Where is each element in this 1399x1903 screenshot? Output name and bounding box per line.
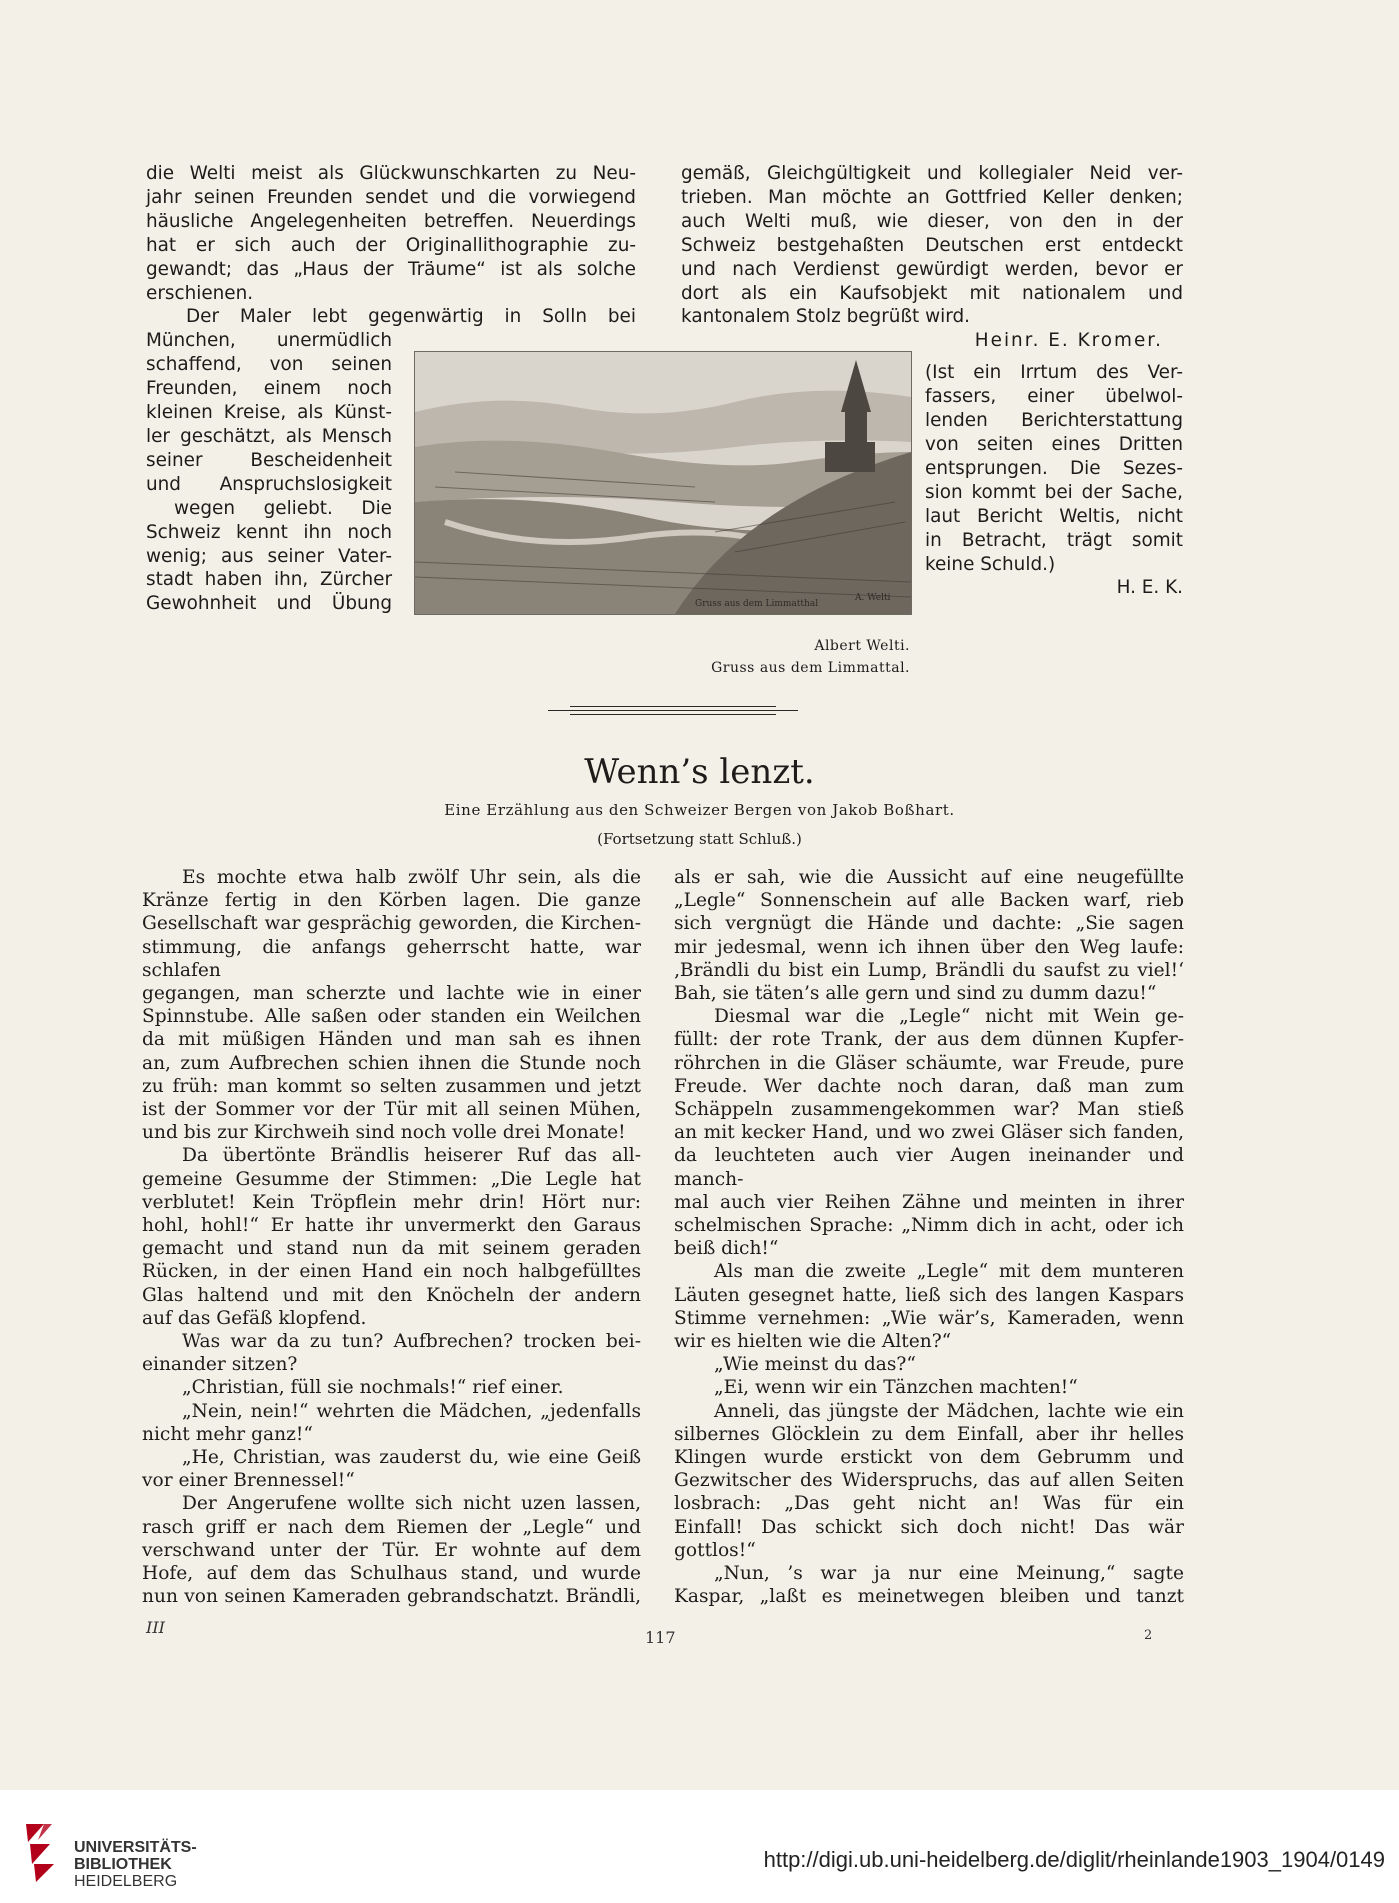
text-line: Schweiz bestgehaßten Deutschen erst entdeckt — [681, 234, 1183, 256]
story-line: Klingen wurde erstickt von dem Gebrumm und — [674, 1447, 1184, 1469]
text-line: und Anspruchslosigkeit — [146, 473, 392, 495]
text-line: schaffend, von seinen — [146, 354, 392, 376]
text-line: entsprungen. Die Sezes- — [925, 457, 1183, 479]
text-line: ler geschätzt, als Mensch — [146, 425, 392, 447]
lithograph-landscape — [415, 352, 911, 614]
story-line: schelmischen Sprache: „Nimm dich in acht, oder ich — [674, 1215, 1184, 1237]
story-title: Wenn’s lenzt. — [584, 752, 815, 792]
text-line: keine Schuld.) — [925, 553, 1056, 575]
story-line: zu früh: man kommt so selten zusammen und jetzt — [142, 1075, 641, 1097]
caption-title: Gruss aus dem Limmattal. — [711, 660, 910, 676]
story-line: Stimme vernehmen: „Wie wär’s, Kameraden, wenn — [674, 1307, 1184, 1329]
text-line: Gewohnheit und Übung — [146, 593, 392, 615]
story-left-column — [142, 866, 641, 1609]
divider-rule-2 — [548, 710, 798, 711]
note-signature: H. E. K. — [1116, 577, 1183, 599]
text-line: Freunden, einem noch — [146, 378, 392, 400]
story-line: an mit kecker Hand, und wo zwei Gläser sich fanden, — [674, 1122, 1184, 1144]
story-line: einander sitzen? — [142, 1354, 298, 1376]
text-line: auch Welti muß, wie dieser, von den in der — [681, 210, 1183, 232]
story-line: röhrchen in die Gläser schäumte, war Freude, pure — [674, 1052, 1184, 1074]
story-line: Freude. Wer dachte noch daran, daß man zum — [674, 1075, 1184, 1097]
landscape-illustration — [414, 351, 912, 615]
text-line: in Betracht, trägt somit — [925, 529, 1183, 551]
text-line: gemäß, Gleichgültigkeit und kollegialer Neid ver- — [681, 163, 1183, 184]
story-line: hohl, hohl!“ Er hatte ihr unvermerkt den Garaus — [142, 1215, 641, 1237]
author-signature: Heinr. E. Kromer. — [974, 330, 1163, 352]
illustration-inscription: Gruss aus dem Limmatthal — [695, 599, 819, 609]
text-line: von seiten eines Dritten — [925, 433, 1183, 455]
text-line: München, unermüdlich — [146, 330, 392, 352]
story-line: „He, Christian, was zauderst du, wie eine Geiß — [182, 1447, 641, 1469]
text-line: Schweiz kennt ihn noch — [146, 521, 392, 543]
story-line: wir es hielten wie die Alten?“ — [674, 1331, 952, 1353]
story-line: gemeine Gesumme der Stimmen: „Die Legle hat — [142, 1168, 641, 1190]
story-right-column — [674, 866, 1184, 1609]
library-logo-icon — [18, 1820, 62, 1884]
story-line: rasch griff er nach dem Riemen der „Legle“ und — [142, 1516, 641, 1538]
caption-artist: Albert Welti. — [814, 638, 910, 654]
story-line: da mit müßigen Händen und man sah es ihnen — [142, 1029, 641, 1051]
text-line: (Ist ein Irrtum des Ver- — [925, 362, 1183, 384]
story-line: „Nein, nein!“ wehrten die Mädchen, „jedenfalls — [182, 1400, 641, 1422]
text-line: wegen geliebt. Die — [174, 497, 392, 519]
text-line: sion kommt bei der Sache, — [925, 481, 1183, 503]
story-line: beiß dich!“ — [674, 1238, 779, 1260]
story-note: (Fortsetzung statt Schluß.) — [597, 830, 802, 848]
story-line: Bah, sie täten’s alle gern und sind zu dumm dazu!“ — [674, 983, 1157, 1005]
text-line: laut Bericht Weltis, nicht — [925, 505, 1183, 527]
text-line: wenig; aus seiner Vater- — [146, 545, 392, 567]
story-line: da leuchteten auch vier Augen ineinander und manch- — [674, 1145, 1184, 1190]
story-line: „Christian, füll sie nochmals!“ rief einer. — [182, 1377, 564, 1399]
page-number: 117 — [645, 1628, 676, 1647]
source-url[interactable]: http://digi.ub.uni-heidelberg.de/diglit/rheinlande1903_1904/0149 — [763, 1847, 1385, 1872]
story-line: Kränze fertig in den Körben lagen. Die ganze — [142, 890, 641, 912]
story-line: Da übertönte Brändlis heiserer Ruf das all- — [182, 1145, 641, 1167]
text-line: stadt haben ihn, Zürcher — [146, 569, 392, 591]
story-line: mal auch vier Reihen Zähne und meinten in ihrer — [674, 1191, 1184, 1213]
text-line: kantonalem Stolz begrüßt wird. — [681, 306, 970, 328]
editor-note — [925, 361, 1183, 576]
library-name: UNIVERSITÄTS- BIBLIOTHEK HEIDELBERG — [74, 1839, 197, 1890]
story-line: Einfall! Das schickt sich doch nicht! Das wär — [674, 1516, 1184, 1538]
signature-mark: III — [146, 1618, 165, 1637]
story-line: Gesellschaft war gesprächig geworden, die Kirchen- — [142, 913, 641, 935]
story-line: Spinnstube. Alle saßen oder standen ein Weilchen — [142, 1006, 641, 1028]
text-line: lenden Berichterstattung — [925, 410, 1183, 432]
story-line: gemacht und stand nun da mit seinem geraden — [142, 1238, 641, 1260]
text-line: seiner Bescheidenheit — [146, 449, 392, 471]
story-line: losbrach: „Das geht nicht an! Was für ein — [674, 1493, 1184, 1515]
story-line: stimmung, die anfangs geherrscht hatte, war schlafen — [142, 936, 641, 981]
story-line: „Wie meinst du das?“ — [714, 1354, 916, 1376]
story-line: Als man die zweite „Legle“ mit dem munteren — [714, 1261, 1184, 1283]
text-line: fassers, einer übelwol- — [925, 386, 1183, 408]
text-line: Der Maler lebt gegenwärtig in Solln bei — [186, 306, 636, 328]
story-line: gegangen, man scherzte und lachte wie in einer — [142, 983, 641, 1005]
text-line: jahr seinen Freunden sendet und die vorwiegend — [146, 186, 636, 208]
story-line: „Ei, wenn wir ein Tänzchen machten!“ — [714, 1377, 1078, 1399]
story-line: Der Angerufene wollte sich nicht uzen lassen, — [182, 1493, 641, 1515]
story-line: als er sah, wie die Aussicht auf eine neugefüllte — [674, 867, 1184, 888]
story-line: silbernes Glöcklein zu dem Einfall, aber ihr helles — [674, 1423, 1184, 1445]
text-line: trieben. Man möchte an Gottfried Keller denken; — [681, 186, 1183, 208]
text-line: hat er sich auch der Originallithographie zu- — [146, 234, 636, 256]
text-line: und nach Verdienst gewürdigt werden, bevor er — [681, 258, 1183, 280]
story-line: Diesmal war die „Legle“ nicht mit Wein ge- — [714, 1006, 1184, 1028]
story-line: gottlos!“ — [674, 1539, 756, 1561]
story-line: „Legle“ Sonnenschein auf alle Backen warf, rieb — [674, 890, 1184, 912]
artist-mark: A. Welti — [855, 593, 891, 603]
divider-rule-1 — [570, 706, 776, 707]
story-line: verschwand unter der Tür. Er wohnte auf dem — [142, 1539, 641, 1561]
story-line: Es mochte etwa halb zwölf Uhr sein, als die — [182, 867, 641, 888]
text-line: dort als ein Kaufsobjekt mit nationalem und — [681, 282, 1183, 304]
story-line: füllt: der rote Trank, der aus dem dünnen Kupfer- — [674, 1029, 1184, 1051]
story-line: Rücken, in der einen Hand ein noch halbgefülltes — [142, 1261, 641, 1283]
story-line: Anneli, das jüngste der Mädchen, lachte wie ein — [714, 1400, 1184, 1422]
text-line: häusliche Angelegenheiten betreffen. Neuerdings — [146, 210, 636, 232]
story-line: Hofe, auf dem das Schulhaus stand, und wurde — [142, 1563, 641, 1585]
story-line: nun von seinen Kameraden gebrandschatzt. Brändli, — [142, 1586, 641, 1608]
story-line: „Nun, ’s war ja nur eine Meinung,“ sagte — [714, 1563, 1184, 1585]
story-line: Was war da zu tun? Aufbrechen? trocken bei- — [182, 1331, 641, 1353]
story-line: und bis zur Kirchweih sind noch volle drei Monate! — [142, 1122, 626, 1144]
divider-rule-3 — [570, 714, 776, 715]
story-line: vor einer Brennessel!“ — [142, 1470, 355, 1492]
story-line: an, zum Aufbrechen schien ihnen die Stunde noch — [142, 1052, 641, 1074]
story-line: Gezwitscher des Widerspruchs, das auf allen Seiten — [674, 1470, 1184, 1492]
story-line: mir jedesmal, wenn ich ihnen über den Weg laufe: — [674, 936, 1184, 958]
text-line: kleinen Kreise, als Künst- — [146, 402, 392, 424]
story-subtitle: Eine Erzählung aus den Schweizer Bergen von Jakob Boßhart. — [444, 801, 955, 819]
story-line: Läuten gesegnet hatte, ließ sich des langen Kaspars — [674, 1284, 1184, 1306]
story-line: nicht mehr ganz!“ — [142, 1423, 313, 1445]
story-line: sich vergnügt die Hände und dachte: „Sie sagen — [674, 913, 1184, 935]
story-line: Kaspar, „laßt es meinetwegen bleiben und tanzt — [674, 1586, 1184, 1608]
story-line: ist der Sommer vor der Tür mit all seinen Mühen, — [142, 1099, 641, 1121]
text-line: die Welti meist als Glückwunschkarten zu Neu- — [146, 163, 636, 184]
text-line: gewandt; das „Haus der Träume“ ist als solche — [146, 258, 636, 280]
story-line: ‚Brändli du bist ein Lump, Brändli du saufst zu viel!‘ — [674, 959, 1184, 981]
text-line: erschienen. — [146, 282, 254, 304]
sheet-number: 2 — [1144, 1628, 1153, 1643]
story-line: auf das Gefäß klopfend. — [142, 1307, 367, 1329]
story-line: verblutet! Kein Tröpflein mehr drin! Hört nur: — [142, 1191, 641, 1213]
story-line: Schäppeln zusammengekommen war? Man stieß — [674, 1099, 1184, 1121]
story-line: Glas haltend und mit den Knöcheln der andern — [142, 1284, 641, 1306]
